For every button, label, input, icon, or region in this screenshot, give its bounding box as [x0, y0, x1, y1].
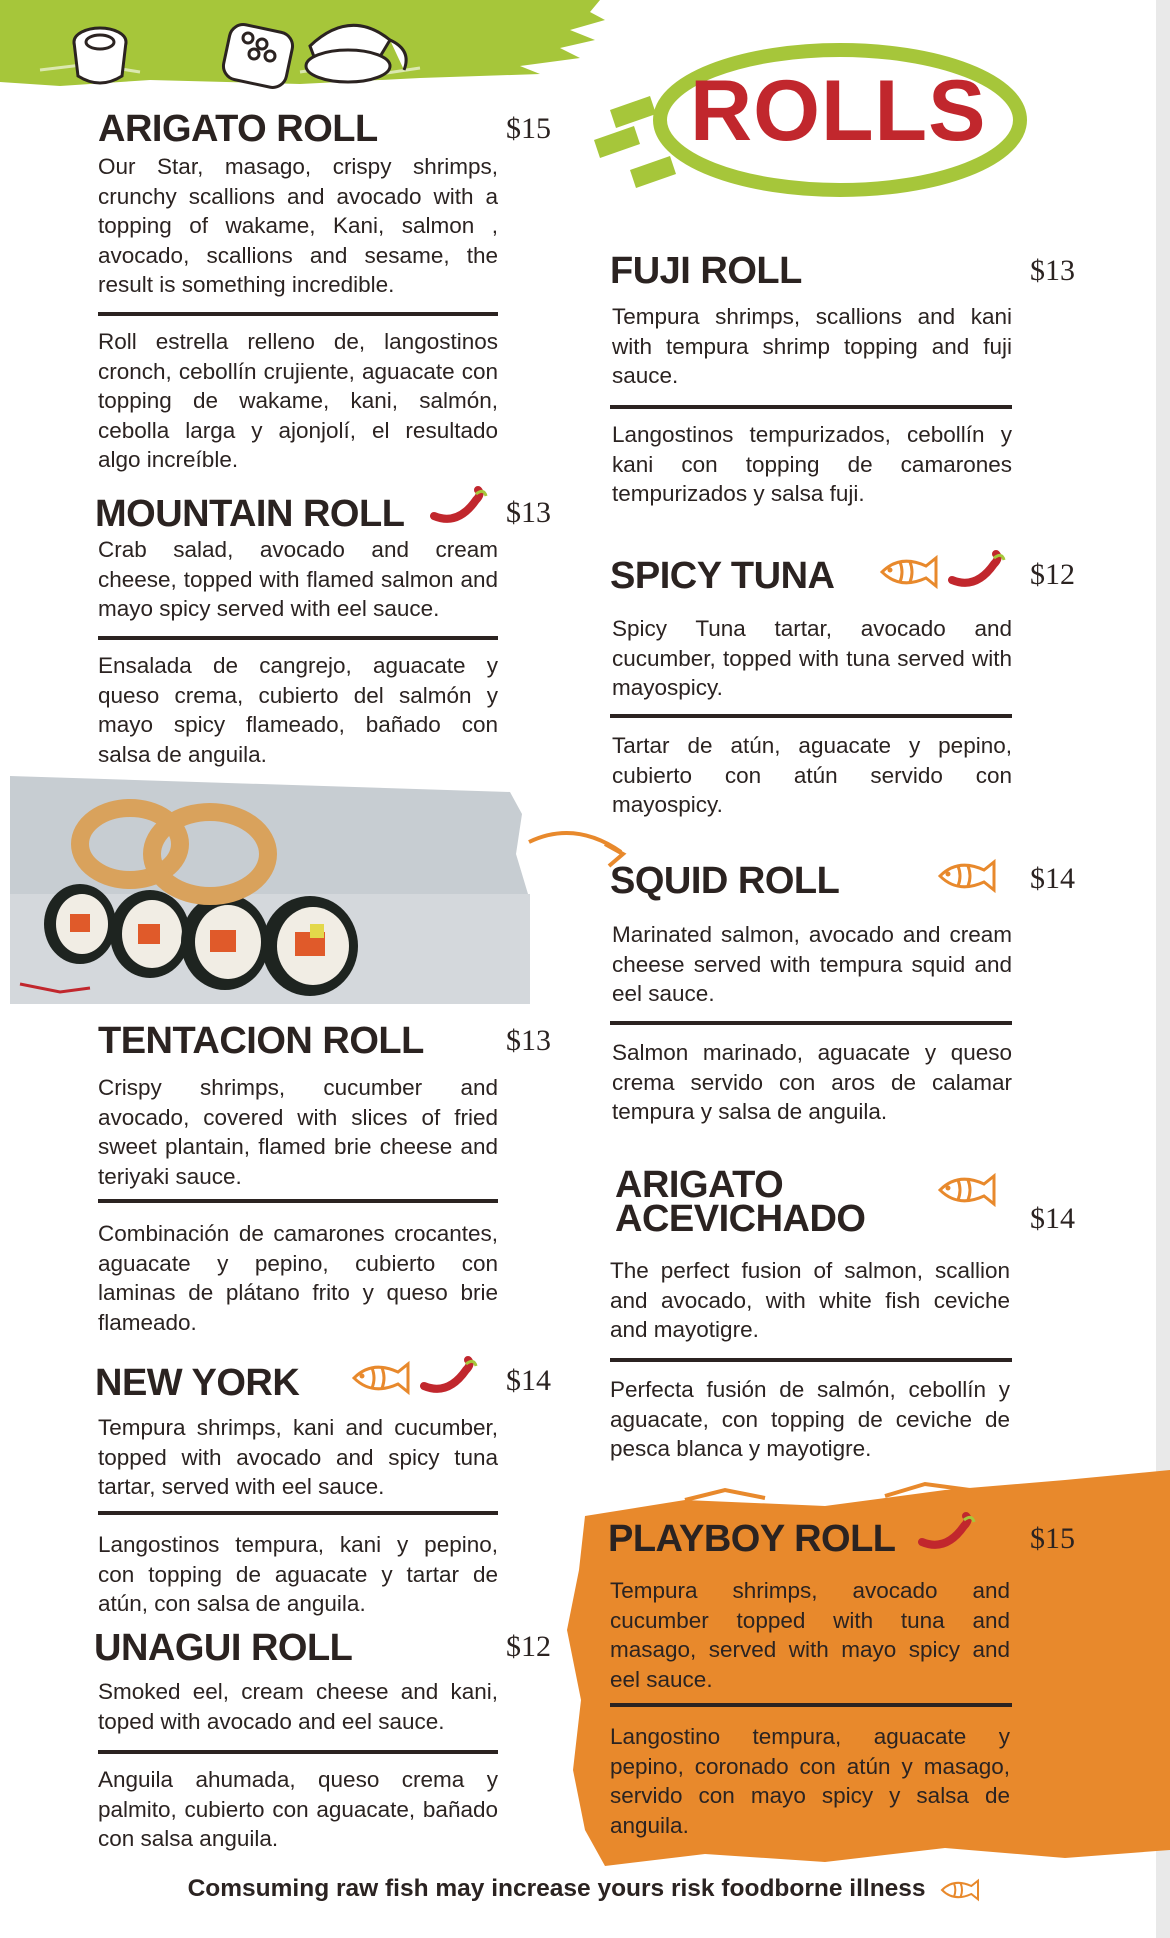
item-price: $14: [1030, 1202, 1075, 1235]
item-description-en: Spicy Tuna tartar, avocado and cucumber, topped with tuna served with mayospicy.: [612, 616, 1012, 700]
divider: [98, 312, 498, 316]
nigiri-icon: [306, 25, 406, 82]
item-description-en: Tempura shrimps, avocado and cucumber topped with tuna and masago, served with mayo spicy and eel sauce.: [610, 1578, 1010, 1692]
item-description-en: Tempura shrimps, kani and cucumber, topped with avocado and spicy tuna tartar, served with eel sauce.: [98, 1415, 498, 1499]
item-price: $15: [1030, 1522, 1075, 1555]
item-description-en: Our Star, masago, crispy shrimps, crunchy scallions and avocado with a topping of wakame, Kani, salmon , avocado, scallions and sesame, the result is something incredible.: [98, 154, 498, 297]
divider: [610, 1703, 1012, 1707]
chili-pepper-icon: [418, 1356, 478, 1400]
item-description-en: Smoked eel, cream cheese and kani, toped with avocado and eel sauce.: [98, 1679, 498, 1734]
item-name: MOUNTAIN ROLL: [95, 493, 405, 535]
item-description-es: Combinación de camarones crocantes, aguacate y pepino, cubierto con laminas de plátano frito y queso brie flameado.: [98, 1221, 498, 1335]
raw-fish-icon: [938, 1878, 982, 1902]
chili-pepper-icon: [428, 486, 488, 530]
sushi-photo: [10, 774, 530, 1009]
divider: [610, 1021, 1012, 1025]
raw-fish-icon: [350, 1360, 412, 1396]
item-description-en: Crispy shrimps, cucumber and avocado, covered with slices of fried sweet plantain, flamed brie cheese and teriyaki sauce.: [98, 1075, 498, 1189]
item-icons: [350, 1356, 478, 1400]
divider: [98, 1199, 498, 1203]
item-price: $12: [1030, 558, 1075, 591]
item-description-es: Ensalada de cangrejo, aguacate y queso crema, cubierto del salmón y mayo spicy flameado, bañado con salsa de anguila.: [98, 653, 498, 767]
item-price: $12: [506, 1630, 551, 1663]
item-description-es: Anguila ahumada, queso crema y palmito, cubierto con aguacate, bañado con salsa anguila.: [98, 1767, 498, 1851]
raw-fish-icon: [936, 1172, 998, 1208]
item-description-en: Tempura shrimps, scallions and kani with tempura shrimp topping and fuji sauce.: [612, 304, 1012, 388]
item-price: $13: [506, 496, 551, 529]
item-name: PLAYBOY ROLL: [608, 1518, 896, 1560]
item-description-es: Salmon marinado, aguacate y queso crema servido con aros de calamar tempura y salsa de anguila.: [612, 1040, 1012, 1124]
item-price: $14: [506, 1364, 551, 1397]
item-name: ARIGATO ACEVICHADO: [615, 1164, 866, 1240]
item-icons: [878, 550, 1006, 594]
item-description-es: Tartar de atún, aguacate y pepino, cubierto con atún servido con mayospicy.: [612, 733, 1012, 817]
item-description-es: Roll estrella relleno de, langostinos cronch, cebollín crujiente, aguacate con topping de wakame, kani, salmón, cebolla larga y ajonjolí, el resultado algo increíble.: [98, 329, 498, 472]
item-price: $14: [1030, 862, 1075, 895]
item-name: UNAGUI ROLL: [94, 1627, 353, 1669]
item-price: $15: [506, 112, 551, 145]
item-name: FUJI ROLL: [610, 250, 802, 292]
maki-roll-icon: [74, 28, 126, 83]
raw-fish-icon: [878, 554, 940, 590]
divider: [610, 405, 1012, 409]
rice-bowl-icon: [221, 22, 295, 90]
divider: [98, 1511, 498, 1515]
item-name: TENTACION ROLL: [98, 1020, 424, 1062]
item-name: SPICY TUNA: [610, 555, 835, 597]
item-description-en: Marinated salmon, avocado and cream cheese served with tempura squid and eel sauce.: [612, 922, 1012, 1006]
sushi-doodle-icons: [60, 10, 500, 100]
raw-fish-icon: [936, 858, 998, 894]
item-price: $13: [506, 1024, 551, 1057]
divider: [610, 1358, 1012, 1362]
item-name: NEW YORK: [95, 1362, 300, 1404]
divider: [98, 636, 498, 640]
divider: [98, 1750, 498, 1754]
item-description-es: Langostinos tempurizados, cebollín y kani con topping de camarones tempurizados y salsa fuji.: [612, 422, 1012, 506]
item-name: SQUID ROLL: [610, 860, 840, 902]
item-description-en: The perfect fusion of salmon, scallion and avocado, with white fish ceviche and mayotigre.: [610, 1258, 1010, 1342]
item-description-en: Crab salad, avocado and cream cheese, topped with flamed salmon and mayo spicy served with eel sauce.: [98, 537, 498, 621]
raw-fish-warning: [0, 1875, 1170, 1903]
chili-pepper-icon: [916, 1512, 976, 1556]
item-description-es: Langostino tempura, aguacate y pepino, coronado con atún y masago, servido con mayo spicy y salsa de anguila.: [610, 1724, 1010, 1838]
chili-pepper-icon: [946, 550, 1006, 594]
item-description-es: Perfecta fusión de salmón, cebollín y aguacate, con topping de ceviche de pesca blanca y mayotigre.: [610, 1377, 1010, 1461]
page-title: ROLLS: [690, 63, 987, 159]
warning-text: Comsuming raw fish may increase yours risk foodborne illness: [187, 1875, 926, 1902]
item-name: ARIGATO ROLL: [98, 108, 378, 150]
item-price: $13: [1030, 254, 1075, 287]
divider: [610, 714, 1012, 718]
item-description-es: Langostinos tempura, kani y pepino, con topping de aguacate y tartar de atún, con salsa de anguila.: [98, 1532, 498, 1616]
